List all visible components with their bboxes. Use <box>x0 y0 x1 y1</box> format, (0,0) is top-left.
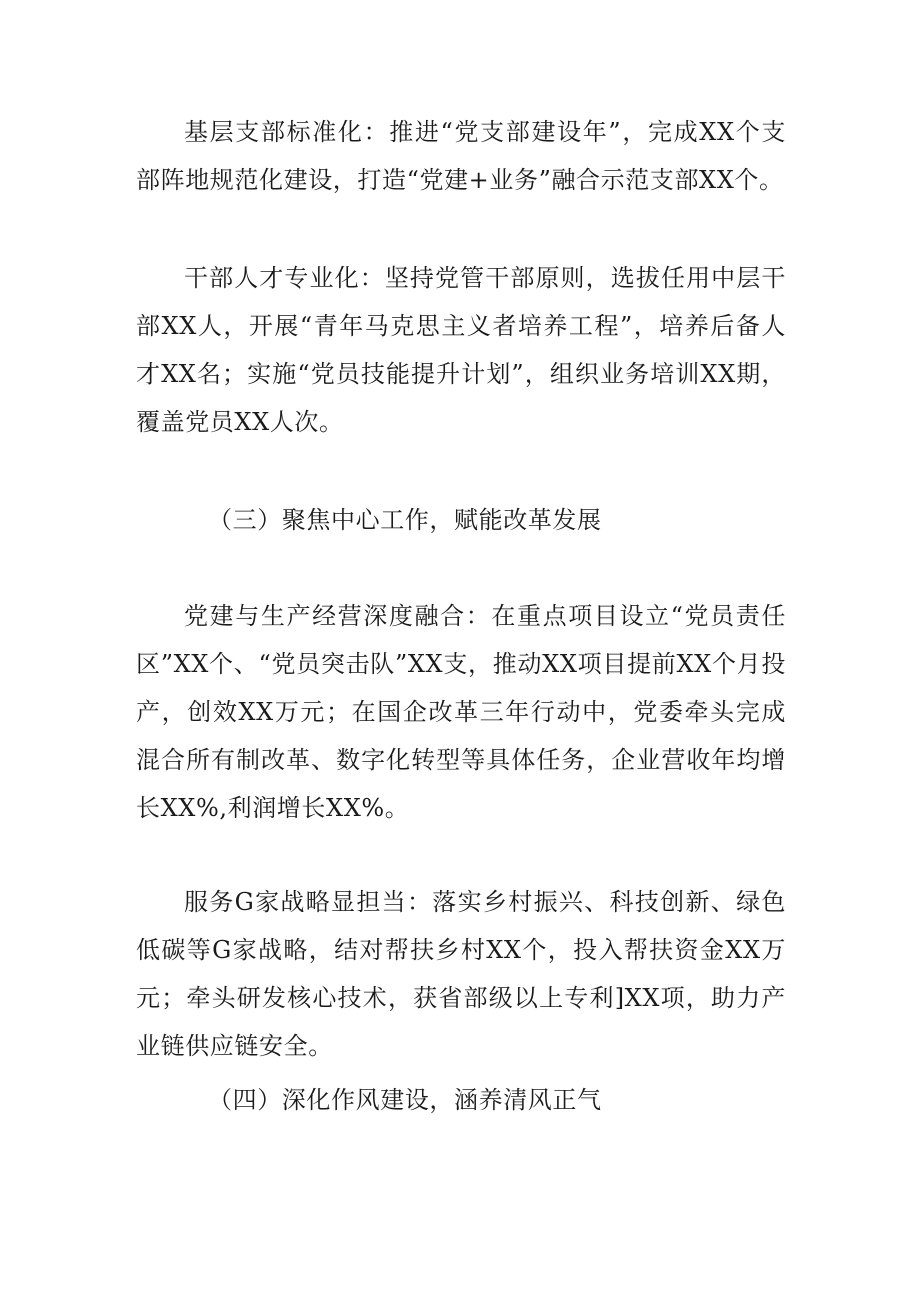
paragraph-cadre-talent-professionalization: 干部人才专业化：坚持党管干部原则，选拔任用中层干部XX人，开展“青年马克思主义者培养工程”，培养后备人才XX名；实施“党员技能提升计划”，组织业务培训XX期，覆盖党员XX人次。 <box>136 264 786 436</box>
section-heading-three: （三）聚焦中心工作，赋能改革发展 <box>208 506 602 534</box>
section-heading-four: （四）深化作风建设，涵养清风正气 <box>208 1086 602 1114</box>
paragraph-grassroots-branch-standardization: 基层支部标准化：推进“党支部建设年”，完成XX个支部阵地规范化建设，打造“党建+业务”融合示范支部XX个。 <box>136 118 786 194</box>
paragraph-national-strategy-service: 服务G家战略显担当：落实乡村振兴、科技创新、绿色低碳等G家战略，结对帮扶乡村XX个，投入帮扶资金XX万元；牵头研发核心技术，获省部级以上专利]XX项，助力产业链供应链安全。 <box>136 888 786 1060</box>
paragraph-party-building-production-integration: 党建与生产经营深度融合：在重点项目设立“党员责任区”XX个、“党员突击队”XX支，推动XX项目提前XX个月投产，创效XX万元；在国企改革三年行动中，党委牵头完成混合所有制改革、数字化转型等具体任务，企业营收年均增长XX%,利润增长XX%。 <box>136 602 786 822</box>
